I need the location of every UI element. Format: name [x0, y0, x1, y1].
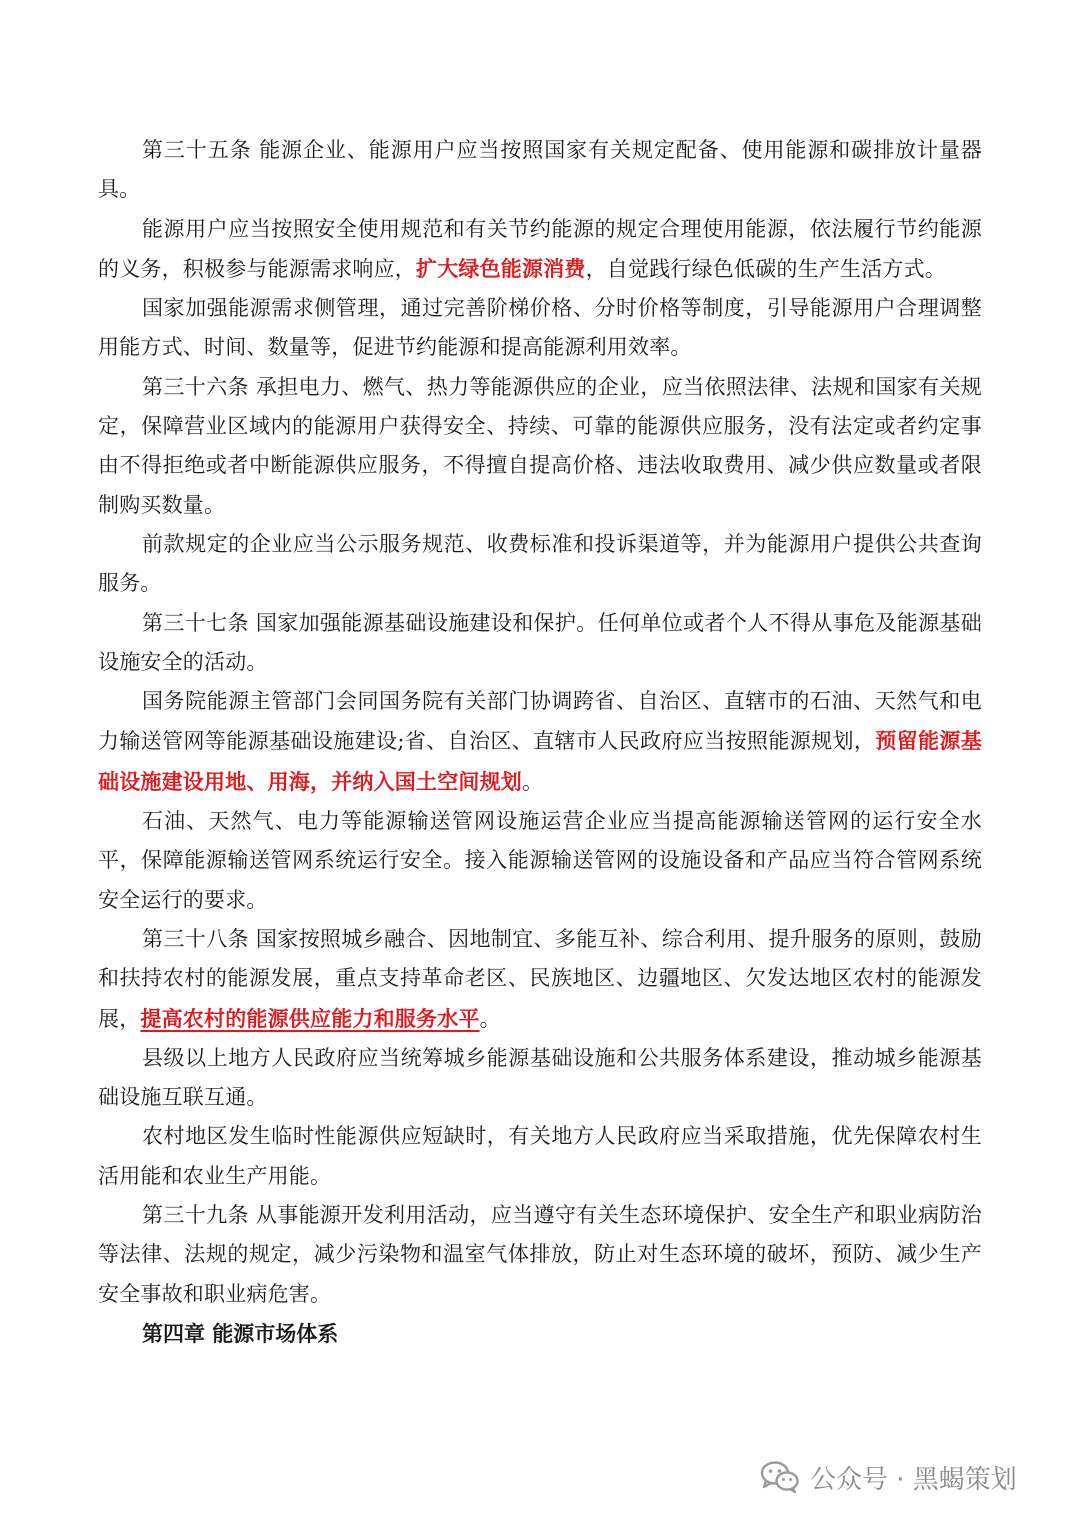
paragraph-text: 农村地区发生临时性能源供应短缺时，有关地方人民政府应当采取措施，优先保障农村生活用能和农业生产用能。 [98, 1124, 982, 1188]
paragraph [98, 525, 982, 604]
paragraph-text: 前款规定的企业应当公示服务规范、收费标准和投诉渠道等，并为能源用户提供公共查询服务。 [98, 531, 982, 596]
watermark-text: 公众号 · 黑蝎策划 [810, 1464, 1017, 1495]
paragraph [98, 920, 982, 1039]
highlighted-underlined-text: 提高农村的能源供应能力和服务水平 [140, 1005, 480, 1031]
paragraph-text: 。 [479, 1006, 501, 1031]
paragraph-text: 能源用户应当按照安全使用规范和有关节约能源的规定合理使用能源，依法履行节约能源的义务，积极参与能源需求响应， [98, 216, 982, 281]
paragraph [98, 210, 982, 290]
paragraph-text: 国务院能源主管部门会同国务院有关部门协调跨省、自治区、直辖市的石油、天然气和电力输送管网等能源基础设施建设;省、自治区、直辖市人民政府应当按照能源规划， [98, 689, 982, 754]
watermark [760, 1452, 1017, 1502]
paragraph [98, 289, 982, 368]
paragraph-text: 石油、天然气、电力等能源输送管网设施运营企业应当提高能源输送管网的运行安全水平，保障能源输送管网系统运行安全。接入能源输送管网的设施设备和产品应当符合管网系统安全运行的要求。 [98, 809, 982, 912]
document-body [98, 131, 982, 1353]
paragraph-text: ，自觉践行绿色低碳的生产生活方式。 [585, 256, 947, 281]
paragraph [98, 1039, 982, 1118]
paragraph-list [98, 131, 982, 1314]
paragraph-text: 。 [522, 769, 544, 794]
paragraph-text: 县级以上地方人民政府应当统筹城乡能源基础设施和公共服务体系建设，推动城乡能源基础设施互联互通。 [98, 1045, 982, 1110]
highlighted-text: 扩大绿色能源消费 [416, 255, 586, 281]
paragraph [98, 682, 982, 802]
paragraph-text: 第三十九条 从事能源开发利用活动，应当遵守有关生态环境保护、安全生产和职业病防治等法律、法规的规定，减少污染物和温室气体排放，防止对生态环境的破坏，预防、减少生产安全事故和职业病危害。 [98, 1203, 982, 1306]
paragraph [98, 368, 982, 525]
paragraph [98, 1117, 982, 1196]
highlighted-text: 预留能源基础设施建设用地、用海，并纳入国土空间规划 [98, 728, 982, 794]
chapter-heading: 第四章 能源市场体系 [142, 1320, 339, 1346]
paragraph [98, 604, 982, 683]
paragraph-text: 国家加强能源需求侧管理，通过完善阶梯价格、分时价格等制度，引导能源用户合理调整用能方式、时间、数量等，促进节约能源和提高能源利用效率。 [98, 296, 982, 360]
wechat-icon [760, 1460, 800, 1494]
paragraph-text: 第三十五条 能源企业、能源用户应当按照国家有关规定配备、使用能源和碳排放计量器具。 [98, 138, 982, 202]
paragraph-text: 第三十七条 国家加强能源基础设施建设和保护。任何单位或者个人不得从事危及能源基础设施安全的活动。 [98, 610, 982, 674]
paragraph [98, 802, 982, 920]
paragraph [98, 1196, 982, 1314]
paragraph-text: 第三十八条 国家按照城乡融合、因地制宜、多能互补、综合利用、提升服务的原则，鼓励和扶持农村的能源发展，重点支持革命老区、民族地区、边疆地区、欠发达地区农村的能源发展， [98, 926, 982, 1031]
paragraph-text: 第三十六条 承担电力、燃气、热力等能源供应的企业，应当依照法律、法规和国家有关规定，保障营业区域内的能源用户获得安全、持续、可靠的能源供应服务，没有法定或者约定事由不得拒绝或者中断能源供应服务，不得擅自提高价格、违法收取费用、减少供应数量或者限制购买数量。 [98, 374, 982, 517]
paragraph [98, 131, 982, 210]
